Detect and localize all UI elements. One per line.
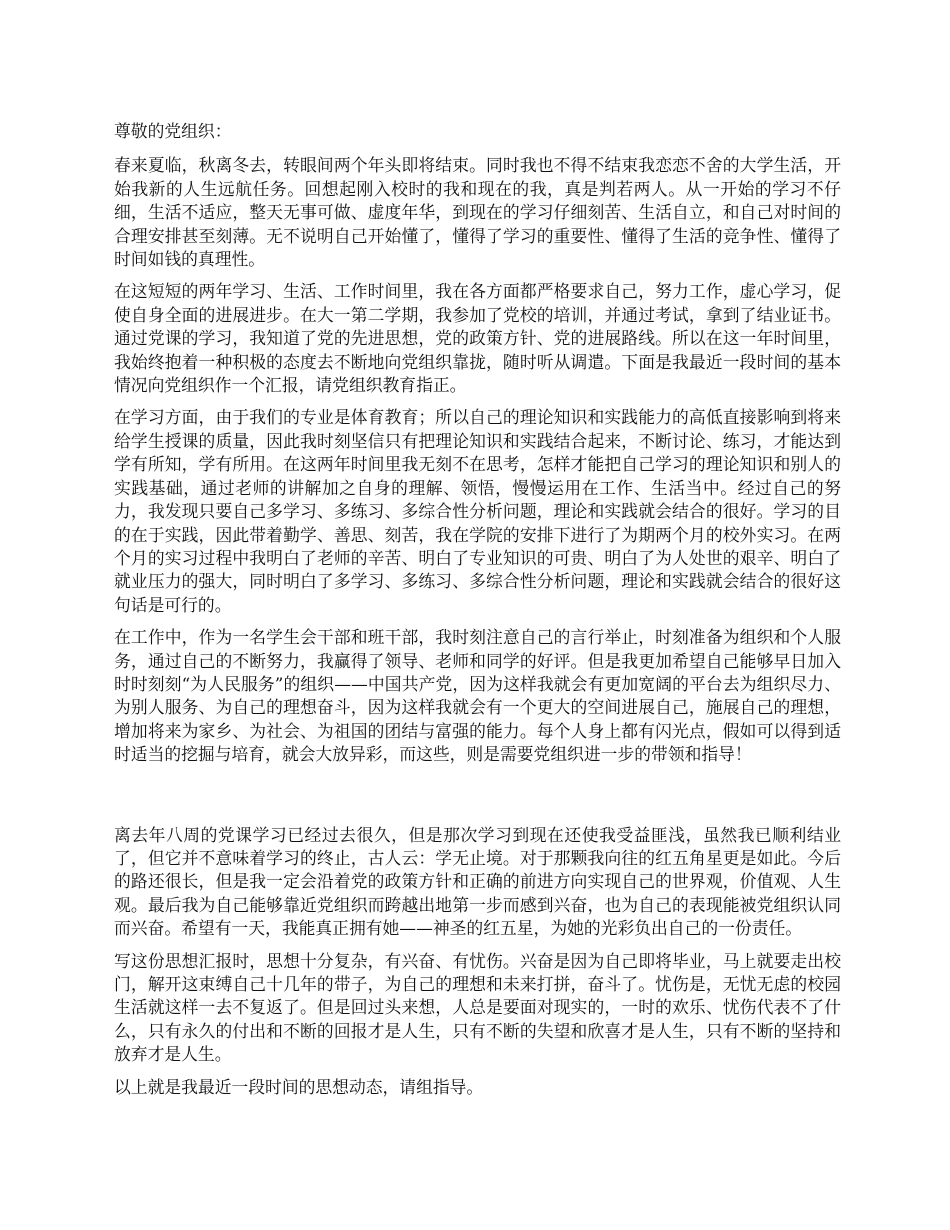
salutation: 尊敬的党组织： <box>114 121 232 141</box>
paragraph-intro: 春来夏临，秋离冬去，转眼间两个年头即将结束。同时我也不得不结束我恋恋不舍的大学生活，开始我新的人生远航任务。回想起刚入校时的我和现在的我，真是判若两人。从一开始的学习不仔细，生活不适应，整天无事可做、虚度年华，到现在的学习仔细刻苦、生活自立，和自己对时间的合理安排甚至刻薄。无不说明自己开始懂了，懂得了学习的重要性、懂得了生活的竞争性、懂得了时间如钱的真理性。 <box>114 155 841 270</box>
section-gap <box>114 776 841 824</box>
paragraph-work: 在工作中，作为一名学生会干部和班干部，我时刻注意自己的言行举止，时刻准备为组织和个人服务，通过自己的不断努力，我赢得了领导、老师和同学的好评。但是我更加希望自己能够早日加入时时刻刻“为人民服务”的组织——中国共产党，因为这样我就会有更加宽阔的平台去为组织尽力、为别人服务、为自己的理想奋斗，因为这样我就会有一个更大的空间进展自己，施展自己的理想，增加将来为家乡、为社会、为祖国的团结与富强的能力。每个人身上都有闪光点，假如可以得到适时适当的挖掘与培育，就会大放异彩，而这些，则是需要党组织进一步的带领和指导！ <box>114 627 841 765</box>
paragraph-party-course: 离去年八周的党课学习已经过去很久，但是那次学习到现在还使我受益匪浅，虽然我已顺利结业了，但它并不意味着学习的终止，古人云：学无止境。对于那颗我向往的红五角星更是如此。今后的路还很长，但是我一定会沿着党的政策方针和正确的前进方向实现自己的世界观，价值观、人生观。最后我为自己能够靠近党组织而跨越出地第一步而感到兴奋，也为自己的表现能被党组织认同而兴奋。希望有一天，我能真正拥有她——神圣的红五星，为她的光彩负出自己的一份责任。 <box>114 824 841 939</box>
paragraph-feelings: 写这份思想汇报时，思想十分复杂，有兴奋、有忧伤。兴奋是因为自己即将毕业，马上就要走出校门，解开这束缚自己十几年的带子，为自己的理想和未来打拼，奋斗了。忧伤是，无忧无虑的校园生活就这样一去不复返了。但是回过头来想，人总是要面对现实的，一时的欢乐、忧伤代表不了什么，只有永久的付出和不断的回报才是人生，只有不断的失望和欣喜才是人生，只有不断的坚持和放弃才是人生。 <box>114 950 841 1065</box>
paragraph-closing: 以上就是我最近一段时间的思想动态，请组指导。 <box>114 1076 484 1097</box>
paragraph-study: 在学习方面，由于我们的专业是体育教育；所以自己的理论知识和实践能力的高低直接影响到将来给学生授课的质量，因此我时刻坚信只有把理论知识和实践结合起来，不断讨论、练习，才能达到学有所知，学有所用。在这两年时间里我无刻不在思考，怎样才能把自己学习的理论知识和别人的实践基础，通过老师的讲解加之自身的理解、领悟，慢慢运用在工作、生活当中。经过自己的努力，我发现只要自己多学习、多练习、多综合性分析问题，理论和实践就会结合的很好。学习的目的在于实践，因此带着勤学、善思、刻苦，我在学院的安排下进行了为期两个月的校外实习。在两个月的实习过程中我明白了老师的辛苦、明白了专业知识的可贵、明白了为人处世的艰辛、明白了就业压力的强大，同时明白了多学习、多练习、多综合性分析问题，理论和实践就会结合的很好这句话是可行的。 <box>114 407 841 615</box>
paragraph-party-school: 在这短短的两年学习、生活、工作时间里，我在各方面都严格要求自己，努力工作，虚心学习，促使自身全面的进展进步。在大一第二学期，我参加了党校的培训，并通过考试，拿到了结业证书。通过党课的学习，我知道了党的先进思想，党的政策方针、党的进展路线。所以在这一年时间里，我始终抱着一种积极的态度去不断地向党组织靠拢，随时听从调遣。下面是我最近一段时间的基本情况向党组织作一个汇报，请党组织教育指正。 <box>114 281 841 396</box>
document-page <box>114 120 841 1108</box>
